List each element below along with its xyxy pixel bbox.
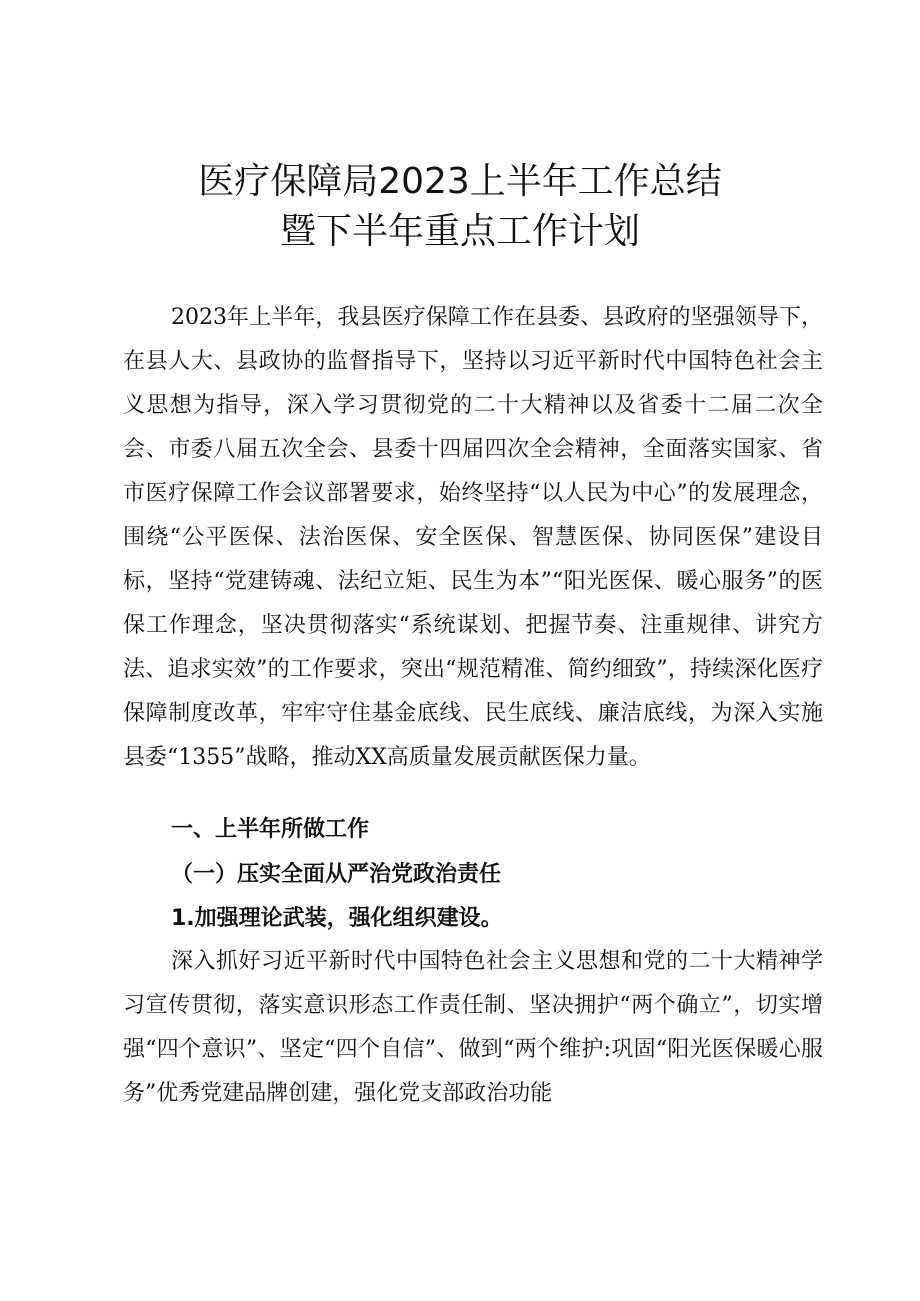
section-heading: 一、上半年所做工作 xyxy=(171,817,370,842)
subsection-heading: （一）压实全面从严治党政治责任 xyxy=(171,862,502,887)
intro-paragraph: 2023年上半年，我县医疗保障工作在县委、县政府的坚强领导下，在县人大、县政协的监督指导下，坚持以习近平新时代中国特色社会主义思想为指导，深入学习贯彻党的二十大精神以及省委十二届二次全会、市委八届五次全会、县委十四届四次全会精神，全面落实国家、省市医疗保障工作会议部署要求，始终坚持“以人民为中心”的发展理念，围绕“公平医保、法治医保、安全医保、智慧医保、协同医保”建设目标，坚持“党建铸魂、法纪立矩、民生为本”“阳光医保、暖心服务”的医保工作理念，坚决贯彻落实“系统谋划、把握节奏、注重规律、讲究方法、追求实效”的工作要求，突出“规范精准、简约细致”，持续深化医疗保障制度改革，牢牢守住基金底线、民生底线、廉洁底线，为深入实施县委“1355”战略，推动XX高质量发展贡献医保力量。 xyxy=(123,305,823,770)
document-title-line-2: 暨下半年重点工作计划 xyxy=(279,211,640,252)
document-title-line-1: 医疗保障局2023上半年工作总结 xyxy=(198,161,722,202)
item-paragraph: 深入抓好习近平新时代中国特色社会主义思想和党的二十大精神学习宣传贯彻，落实意识形态工作责任制、坚决拥护“两个确立”，切实增强“四个意识”、坚定“四个自信”、做到“两个维护:巩固“阳光医保暖心服务”优秀党建品牌创建，强化党支部政治功能 xyxy=(123,949,823,1106)
item-heading: 1.加强理论武装，强化组织建设。 xyxy=(171,906,503,931)
